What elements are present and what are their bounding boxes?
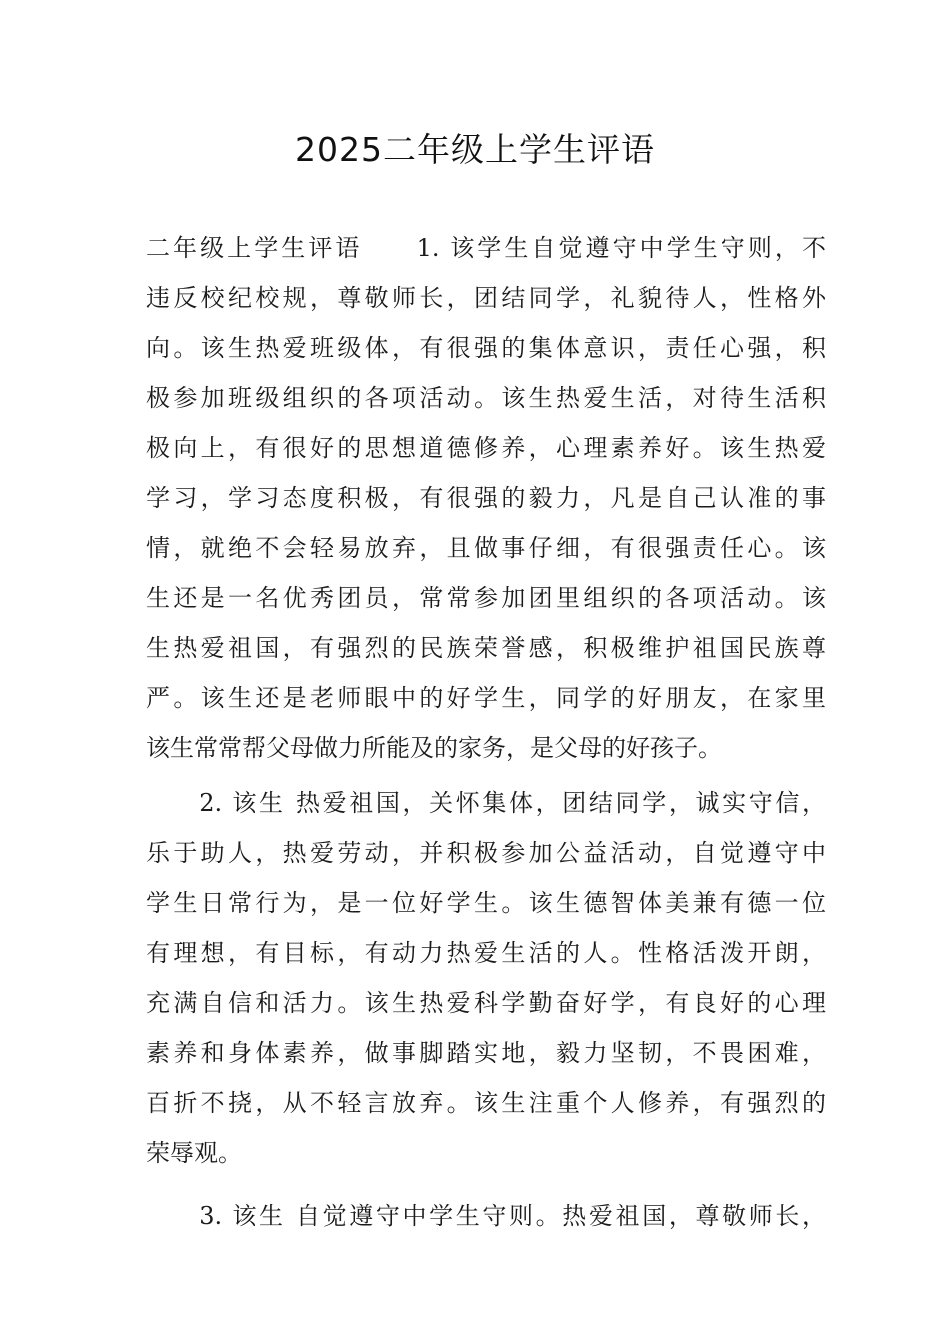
body-text-line: 违反校纪校规，尊敬师长，团结同学，礼貌待人，性格外: [146, 284, 826, 312]
body-text-line: 有理想，有目标，有动力热爱生活的人。性格活泼开朗，: [146, 939, 826, 967]
body-text-line: 生还是一名优秀团员，常常参加团里组织的各项活动。该: [146, 584, 826, 612]
body-text-line: 该生常常帮父母做力所能及的家务，是父母的好孩子。: [146, 734, 722, 762]
body-text-line: 严。该生还是老师眼中的好学生，同学的好朋友，在家里: [146, 684, 826, 712]
body-text-line: 充满自信和活力。该生热爱科学勤奋好学，有良好的心理: [146, 989, 826, 1017]
body-text-line: 3. 该生 自觉遵守中学生守则。热爱祖国，尊敬师长，: [146, 1202, 826, 1230]
document-title: 2025二年级上学生评语: [295, 130, 655, 169]
body-text-line: 情，就绝不会轻易放弃，且做事仔细，有很强责任心。该: [146, 534, 826, 562]
body-text-line: 百折不挠，从不轻言放弃。该生注重个人修养，有强烈的: [146, 1089, 826, 1117]
body-text-line: 生热爱祖国，有强烈的民族荣誉感，积极维护祖国民族尊: [146, 634, 826, 662]
body-text-line: 学生日常行为，是一位好学生。该生德智体美兼有德一位: [146, 889, 826, 917]
body-text-line: 2. 该生 热爱祖国，关怀集体，团结同学，诚实守信，: [146, 789, 826, 817]
body-text-line: 乐于助人，热爱劳动，并积极参加公益活动，自觉遵守中: [146, 839, 826, 867]
body-text-line: 极向上，有很好的思想道德修养，心理素养好。该生热爱: [146, 434, 826, 462]
body-text-line: 荣辱观。: [146, 1139, 242, 1167]
body-text-line: 学习，学习态度积极，有很强的毅力，凡是自己认准的事: [146, 484, 826, 512]
body-text-line: 二年级上学生评语 1. 该学生自觉遵守中学生守则，不: [146, 234, 826, 262]
body-text-line: 素养和身体素养，做事脚踏实地，毅力坚韧，不畏困难，: [146, 1039, 826, 1067]
body-text-line: 极参加班级组织的各项活动。该生热爱生活，对待生活积: [146, 384, 826, 412]
body-text-line: 向。该生热爱班级体，有很强的集体意识，责任心强，积: [146, 334, 826, 362]
